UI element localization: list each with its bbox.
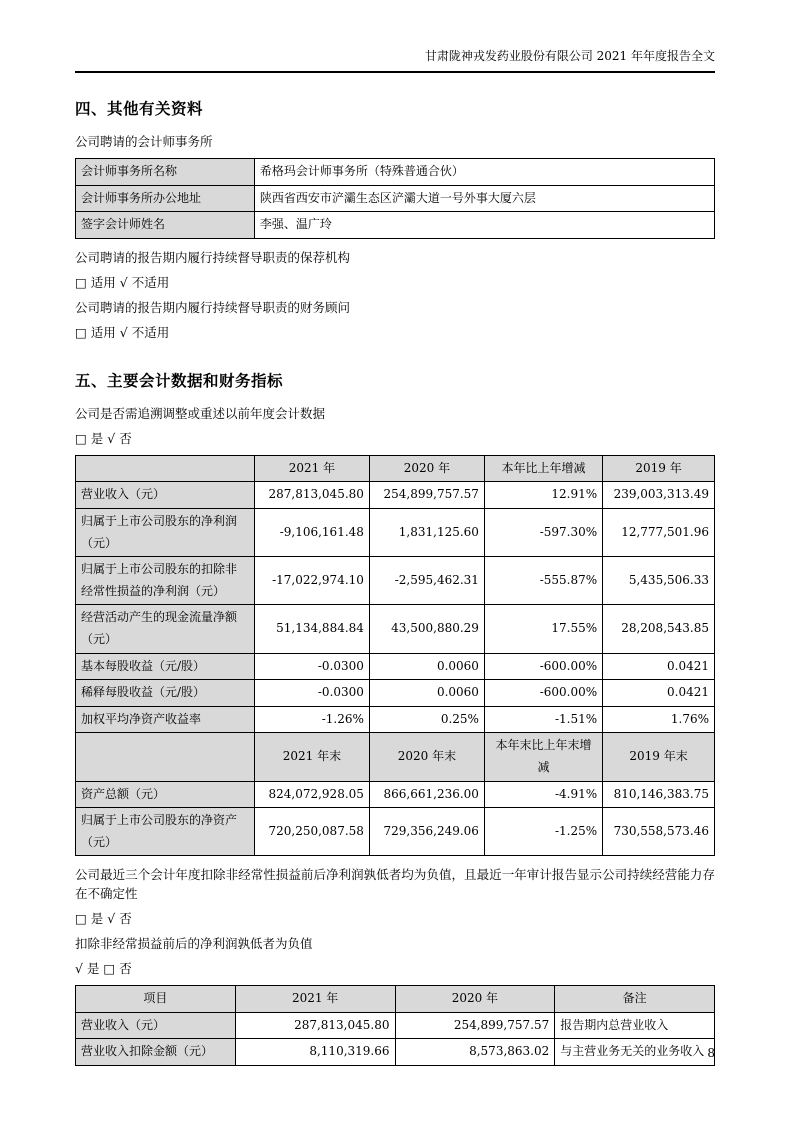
row-value: 希格玛会计师事务所（特殊普通合伙） — [254, 159, 714, 186]
header-2019: 2019 年 — [603, 455, 715, 482]
value-2020: -2,595,462.31 — [369, 557, 484, 605]
table-row — [76, 482, 715, 509]
sponsor-choice: □ 适用 √ 不适用 — [75, 274, 170, 290]
value-2019: 1.76% — [603, 706, 715, 733]
value-2021: 287,813,045.80 — [254, 482, 369, 509]
value-2019: 0.0421 — [603, 680, 715, 707]
value-2020: 254,899,757.57 — [395, 1012, 555, 1039]
advisor-choice: □ 适用 √ 不适用 — [75, 324, 170, 340]
value-2020: 866,661,236.00 — [369, 781, 484, 808]
row-label: 营业收入（元） — [76, 482, 255, 509]
value-2020: 43,500,880.29 — [369, 605, 484, 653]
header-change-end: 本年末比上年末增减 — [484, 733, 602, 781]
value-2020: 0.0060 — [369, 680, 484, 707]
row-label: 归属于上市公司股东的扣除非经常性损益的净利润（元） — [76, 557, 255, 605]
value-note: 报告期内总营业收入 — [555, 1012, 715, 1039]
value-note: 与主营业务无关的业务收入 — [555, 1039, 715, 1066]
value-2021: 51,134,884.84 — [254, 605, 369, 653]
table-row — [76, 781, 715, 808]
table-row — [76, 159, 715, 186]
value-change: -600.00% — [484, 653, 602, 680]
accountant-table — [75, 158, 715, 239]
row-label: 签字会计师姓名 — [76, 212, 255, 239]
revenue-deduction-table — [75, 985, 715, 1066]
section5-heading: 五、主要会计数据和财务指标 — [75, 370, 284, 390]
value-change: -597.30% — [484, 508, 602, 556]
row-value: 李强、温广玲 — [254, 212, 714, 239]
table-header-row — [76, 986, 715, 1013]
header-change: 本年比上年增减 — [484, 455, 602, 482]
value-2021: -1.26% — [254, 706, 369, 733]
value-2021: 720,250,087.58 — [254, 808, 369, 856]
header-2021-end: 2021 年末 — [254, 733, 369, 781]
value-2020: 254,899,757.57 — [369, 482, 484, 509]
value-2019: 730,558,573.46 — [603, 808, 715, 856]
table-row — [76, 680, 715, 707]
row-label: 营业收入（元） — [76, 1012, 236, 1039]
value-2020: 1,831,125.60 — [369, 508, 484, 556]
value-2019: 0.0421 — [603, 653, 715, 680]
table-row — [76, 706, 715, 733]
value-2019: 239,003,313.49 — [603, 482, 715, 509]
restate-text: 公司是否需追溯调整或重述以前年度会计数据 — [75, 405, 326, 421]
value-2021: 8,110,319.66 — [235, 1039, 395, 1066]
value-2020: 8,573,863.02 — [395, 1039, 555, 1066]
value-2021: -9,106,161.48 — [254, 508, 369, 556]
table-row — [76, 212, 715, 239]
header-2020: 2020 年 — [369, 455, 484, 482]
table-row — [76, 1012, 715, 1039]
value-2019: 810,146,383.75 — [603, 781, 715, 808]
row-label: 基本每股收益（元/股） — [76, 653, 255, 680]
value-2020: 0.25% — [369, 706, 484, 733]
value-change: -600.00% — [484, 680, 602, 707]
header-blank — [76, 455, 255, 482]
page-header-title: 甘肃陇神戎发药业股份有限公司 2021 年年度报告全文 — [75, 48, 715, 73]
header-blank — [76, 733, 255, 781]
advisor-text: 公司聘请的报告期内履行持续督导职责的财务顾问 — [75, 299, 351, 315]
table-row — [76, 605, 715, 653]
header-item: 项目 — [76, 986, 236, 1013]
deduct-choice: √ 是 □ 否 — [75, 961, 132, 977]
value-2021: -17,022,974.10 — [254, 557, 369, 605]
going-concern-choice: □ 是 √ 否 — [75, 911, 132, 927]
value-2020: 729,356,249.06 — [369, 808, 484, 856]
header-2019-end: 2019 年末 — [603, 733, 715, 781]
row-label: 资产总额（元） — [76, 781, 255, 808]
row-label: 会计师事务所名称 — [76, 159, 255, 186]
value-2019: 28,208,543.85 — [603, 605, 715, 653]
row-label: 会计师事务所办公地址 — [76, 185, 255, 212]
value-change: -1.51% — [484, 706, 602, 733]
key-financials-table — [75, 455, 715, 857]
value-2021: -0.0300 — [254, 680, 369, 707]
value-change: -555.87% — [484, 557, 602, 605]
table-row — [76, 653, 715, 680]
table-row — [76, 557, 715, 605]
header-note: 备注 — [555, 986, 715, 1013]
value-2021: -0.0300 — [254, 653, 369, 680]
table-row — [76, 508, 715, 556]
value-2020: 0.0060 — [369, 653, 484, 680]
header-2020: 2020 年 — [395, 986, 555, 1013]
row-value: 陕西省西安市浐灞生态区浐灞大道一号外事大厦六层 — [254, 185, 714, 212]
header-2020-end: 2020 年末 — [369, 733, 484, 781]
section4-heading: 四、其他有关资料 — [75, 99, 204, 118]
value-change: 17.55% — [484, 605, 602, 653]
table-row — [76, 1039, 715, 1066]
accountant-intro: 公司聘请的会计师事务所 — [75, 134, 213, 149]
header-2021: 2021 年 — [235, 986, 395, 1013]
page-number: 8 — [707, 1046, 715, 1060]
row-label: 归属于上市公司股东的净利润（元） — [76, 508, 255, 556]
value-change: -4.91% — [484, 781, 602, 808]
row-label: 加权平均净资产收益率 — [76, 706, 255, 733]
value-change: -1.25% — [484, 808, 602, 856]
header-2021: 2021 年 — [254, 455, 369, 482]
row-label: 稀释每股收益（元/股） — [76, 680, 255, 707]
value-2021: 824,072,928.05 — [254, 781, 369, 808]
going-concern-text: 公司最近三个会计年度扣除非经常性损益前后净利润孰低者均为负值，且最近一年审计报告显示公司持续经营能力存在不确定性 — [75, 867, 715, 902]
value-change: 12.91% — [484, 482, 602, 509]
table-header-row — [76, 733, 715, 781]
table-row — [76, 185, 715, 212]
value-2019: 5,435,506.33 — [603, 557, 715, 605]
sponsor-text: 公司聘请的报告期内履行持续督导职责的保荐机构 — [75, 249, 351, 265]
value-2019: 12,777,501.96 — [603, 508, 715, 556]
deduct-text: 扣除非经常损益前后的净利润孰低者为负值 — [75, 936, 313, 952]
row-label: 归属于上市公司股东的净资产（元） — [76, 808, 255, 856]
table-header-row — [76, 455, 715, 482]
value-2021: 287,813,045.80 — [235, 1012, 395, 1039]
restate-choice: □ 是 √ 否 — [75, 430, 132, 446]
row-label: 经营活动产生的现金流量净额（元） — [76, 605, 255, 653]
table-row — [76, 808, 715, 856]
row-label: 营业收入扣除金额（元） — [76, 1039, 236, 1066]
